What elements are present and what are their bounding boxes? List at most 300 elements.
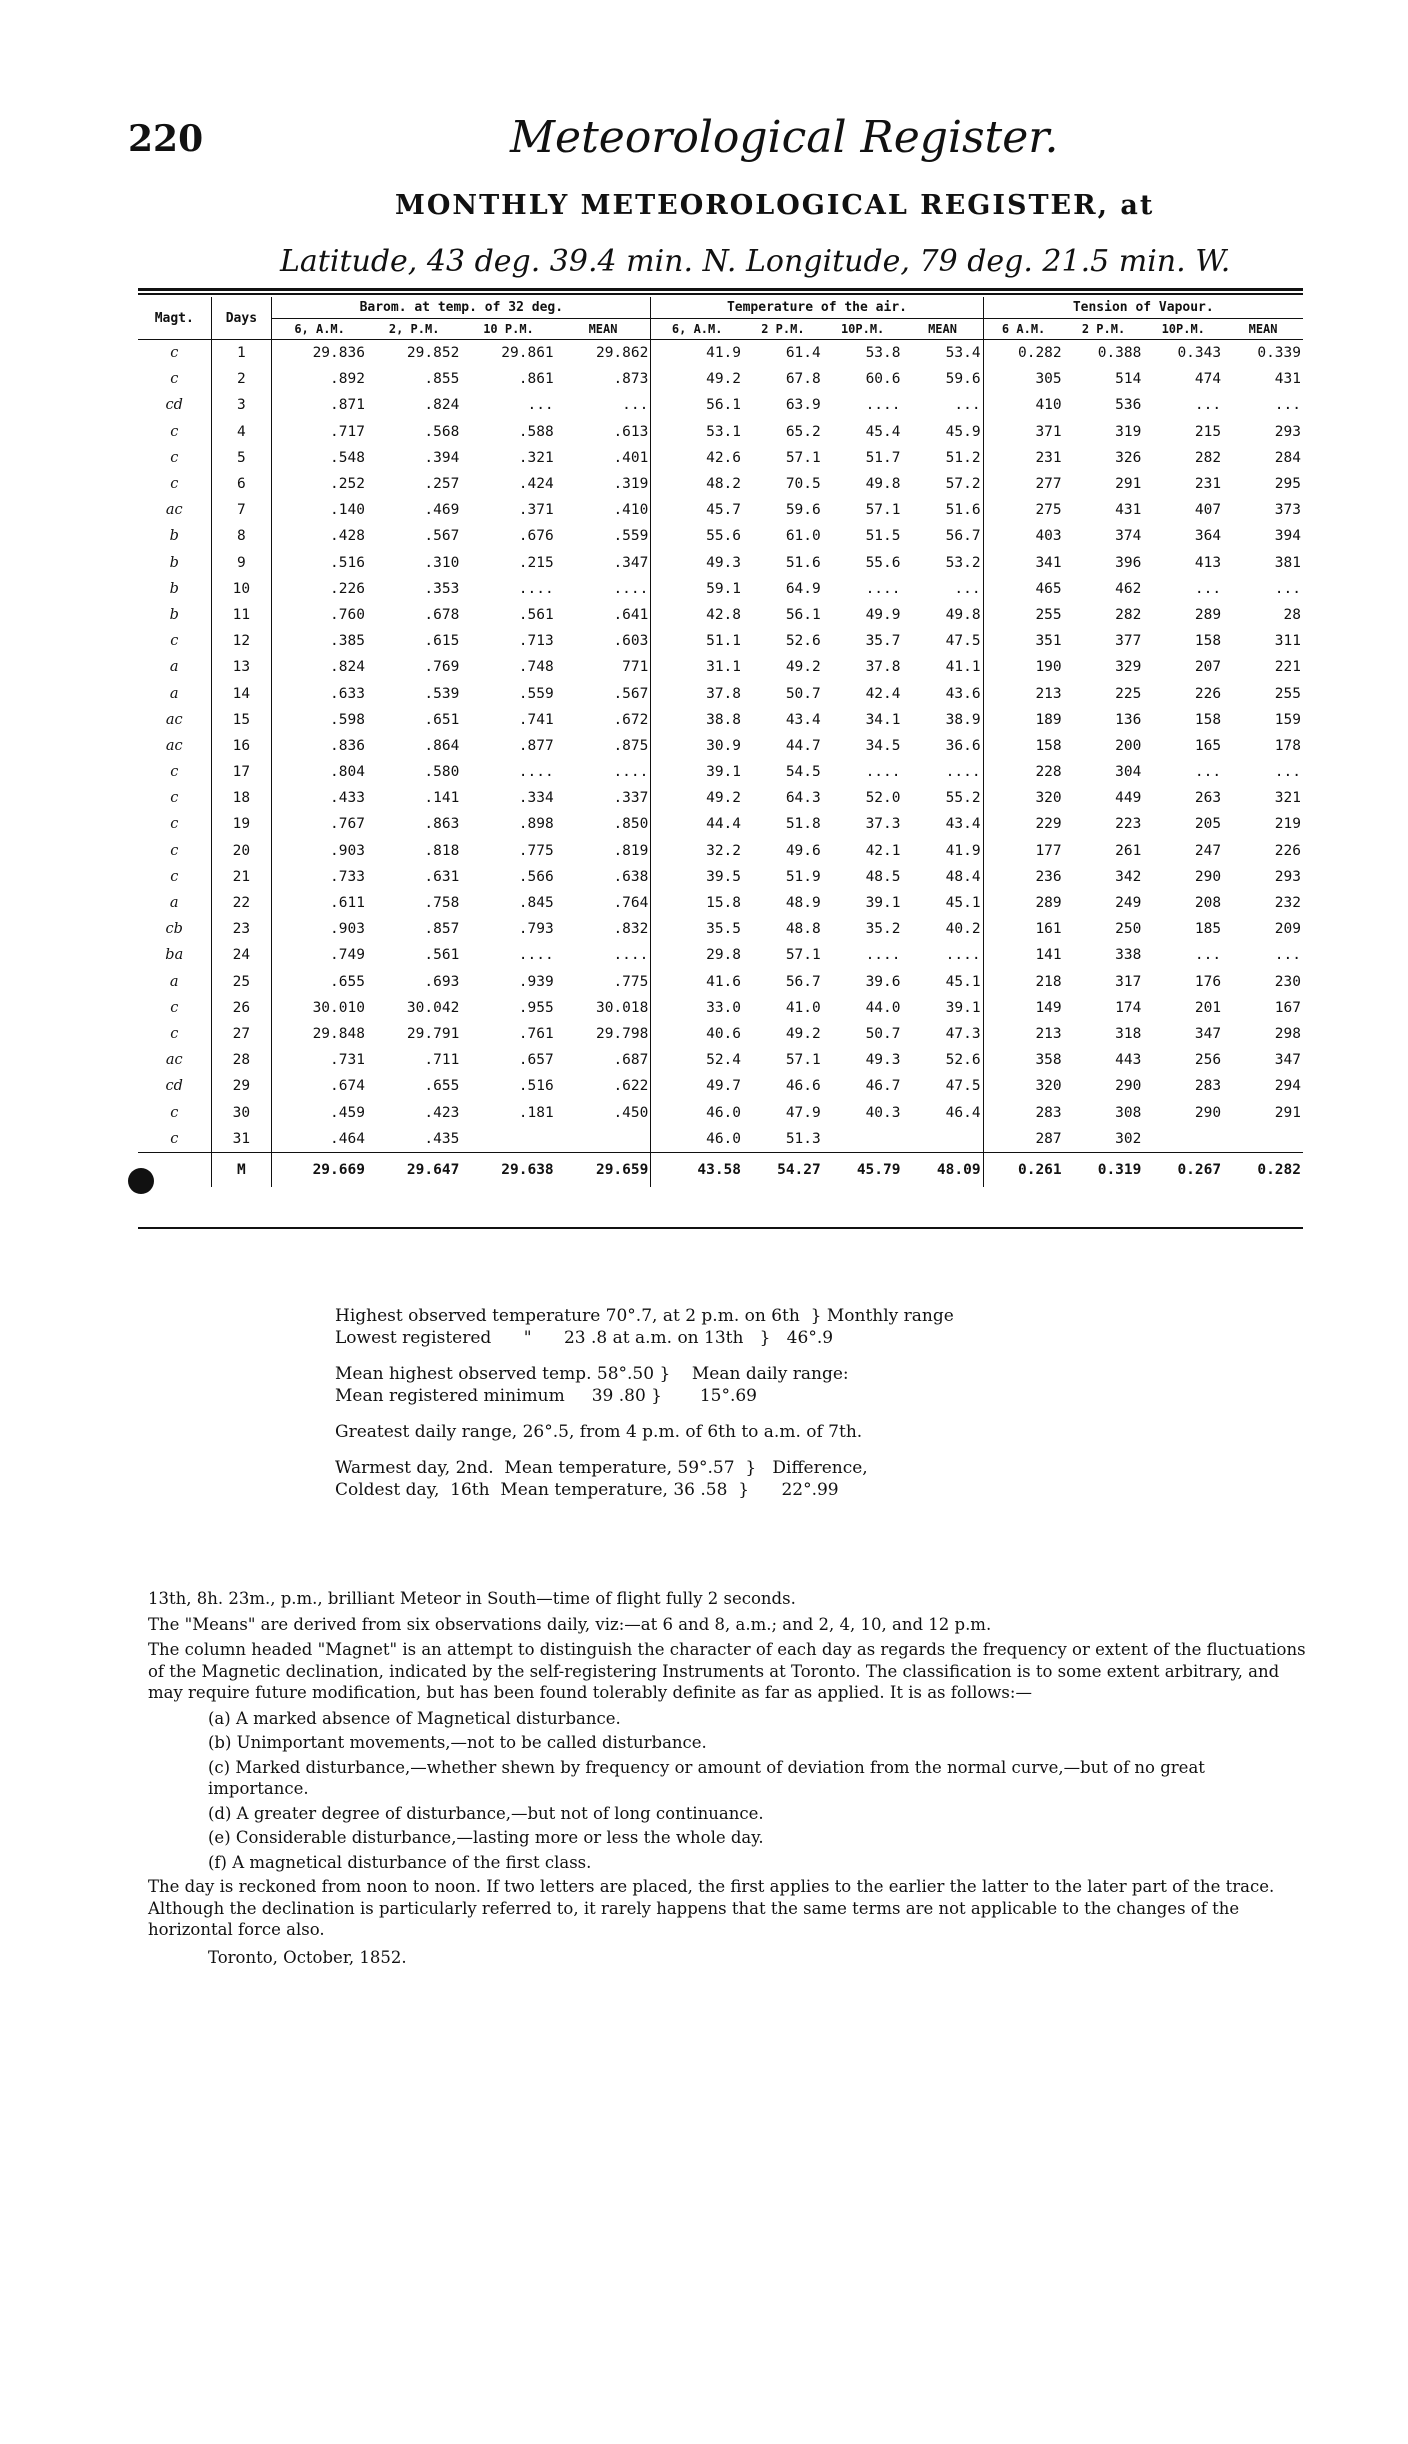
table-cell: ... (1274, 397, 1301, 414)
table-cell: 57.1 (785, 947, 821, 964)
magnet-cell: a (138, 890, 211, 916)
magnet-cell: c (138, 1126, 211, 1153)
table-cell: .873 (556, 366, 651, 392)
table-cell: 294 (1274, 1078, 1301, 1095)
table-cell: 47.9 (785, 1104, 821, 1121)
table-cell: 45.1 (902, 969, 983, 995)
table-cell: 347 (1274, 1052, 1301, 1069)
table-cell: 47.5 (902, 1073, 983, 1099)
day-cell: 28 (211, 1047, 272, 1073)
table-cell: .857 (424, 921, 460, 938)
table-cell: ... (1274, 947, 1301, 964)
table-cell: 29.638 (461, 1152, 555, 1187)
table-cell: .622 (556, 1073, 651, 1099)
column-header: MEAN (1223, 319, 1303, 340)
table-cell: 35.2 (865, 921, 901, 938)
table-row (138, 785, 1303, 811)
table-cell: 30.018 (556, 995, 651, 1021)
table-cell: 54.27 (743, 1152, 823, 1187)
table-row (138, 602, 1303, 628)
table-row (138, 707, 1303, 733)
table-cell: .824 (424, 397, 460, 414)
table-cell: .657 (518, 1052, 554, 1069)
table-cell: 45.79 (823, 1152, 903, 1187)
summary-line: Mean highest observed temp. 58°.50 } Mean daily range: (335, 1364, 849, 1384)
table-cell: 39.6 (865, 973, 901, 990)
table-cell: .877 (518, 737, 554, 754)
table-cell: .767 (330, 816, 365, 833)
table-cell (1223, 1126, 1303, 1153)
table-cell: .875 (556, 733, 651, 759)
table-cell: .347 (556, 550, 651, 576)
table-cell: 302 (1115, 1130, 1142, 1147)
table-cell: 341 (1035, 554, 1062, 571)
table-cell: 49.2 (706, 790, 742, 807)
day-cell: 14 (211, 680, 272, 706)
table-cell: 29.647 (367, 1152, 461, 1187)
table-cell: .319 (556, 471, 651, 497)
magnet-cell: c (138, 419, 211, 445)
magnet-cell: b (138, 602, 211, 628)
table-cell: 46.4 (902, 1099, 983, 1125)
table-cell: 413 (1194, 554, 1222, 571)
table-cell: .321 (518, 449, 554, 466)
table-cell: .603 (556, 628, 651, 654)
day-cell: 29 (211, 1073, 272, 1099)
table-cell: 56.7 (902, 523, 983, 549)
table-cell: 277 (1035, 476, 1062, 493)
day-cell: 1 (211, 340, 272, 367)
table-row (138, 1047, 1303, 1073)
table-cell: .334 (518, 790, 554, 807)
mean-row (138, 1152, 1303, 1187)
table-cell: 49.2 (706, 371, 742, 388)
table-row (138, 654, 1303, 680)
table-cell: 57.1 (785, 1052, 821, 1069)
table-cell: 431 (1115, 502, 1142, 519)
table-cell: .741 (518, 711, 554, 728)
day-cell: 9 (211, 550, 272, 576)
table-cell: .580 (424, 764, 460, 781)
table-cell: 229 (1035, 816, 1062, 833)
summary-line: Warmest day, 2nd. Mean temperature, 59°.57 } Difference, (335, 1458, 868, 1478)
table-cell: .310 (424, 554, 460, 571)
table-cell: 29.848 (312, 1025, 365, 1042)
table-cell: 49.3 (706, 554, 742, 571)
table-row (138, 1126, 1303, 1153)
table-row (138, 340, 1303, 367)
page-number: 220 (128, 118, 204, 160)
table-cell: 67.8 (785, 371, 821, 388)
table-cell: 159 (1274, 711, 1301, 728)
day-cell: 8 (211, 523, 272, 549)
summary-line (335, 1407, 954, 1421)
table-cell: 158 (1035, 737, 1062, 754)
notes-section (148, 1588, 1308, 1972)
table-cell: 41.6 (706, 973, 742, 990)
table-cell (556, 1126, 651, 1153)
table-cell: .631 (424, 868, 460, 885)
table-cell: 407 (1194, 502, 1222, 519)
table-cell: .761 (518, 1025, 554, 1042)
table-cell: 56.7 (785, 973, 821, 990)
table-cell: 57.2 (902, 471, 983, 497)
table-cell: .... (518, 580, 554, 597)
register-table (138, 297, 1303, 1187)
table-cell: 49.8 (902, 602, 983, 628)
table-cell: .613 (556, 419, 651, 445)
table-cell: .903 (330, 921, 365, 938)
day-cell: 5 (211, 445, 272, 471)
table-cell: 64.3 (785, 790, 821, 807)
table-cell: 771 (556, 654, 651, 680)
table-cell: 43.4 (785, 711, 821, 728)
table-cell: 158 (1194, 633, 1222, 650)
table-cell: 329 (1115, 659, 1142, 676)
table-cell (902, 1126, 983, 1153)
magnet-cell: c (138, 340, 211, 367)
table-cell: 176 (1194, 973, 1222, 990)
table-cell: 207 (1194, 659, 1222, 676)
day-cell: 31 (211, 1126, 272, 1153)
table-cell: 31.1 (706, 659, 742, 676)
table-cell: .... (865, 580, 901, 597)
table-cell: .516 (518, 1078, 554, 1095)
table-cell: 55.6 (706, 528, 742, 545)
table-cell: 161 (1035, 921, 1062, 938)
day-cell: 12 (211, 628, 272, 654)
column-header: 2, P.M. (367, 319, 461, 340)
magnet-cell: c (138, 1099, 211, 1125)
table-cell: 255 (1274, 685, 1301, 702)
table-cell: .469 (424, 502, 460, 519)
column-header-row (138, 319, 1303, 340)
table-cell: 70.5 (785, 476, 821, 493)
table-cell: 284 (1274, 449, 1301, 466)
table-cell: 396 (1115, 554, 1142, 571)
table-cell: 41.0 (785, 999, 821, 1016)
table-row (138, 733, 1303, 759)
day-cell: 27 (211, 1021, 272, 1047)
table-cell: 474 (1194, 371, 1222, 388)
register-body (138, 340, 1303, 1187)
table-cell: .... (865, 947, 901, 964)
table-cell: 326 (1115, 449, 1142, 466)
magnet-cell: c (138, 471, 211, 497)
table-cell: .... (518, 764, 554, 781)
table-cell: .693 (424, 973, 460, 990)
table-cell: .676 (518, 528, 554, 545)
table-cell: 47.5 (902, 628, 983, 654)
day-cell: 7 (211, 497, 272, 523)
table-cell: 52.6 (785, 633, 821, 650)
table-cell: 381 (1274, 554, 1301, 571)
table-cell: 321 (1274, 790, 1301, 807)
magnet-cell: c (138, 785, 211, 811)
day-cell: M (211, 1152, 272, 1187)
summary-line: Coldest day, 16th Mean temperature, 36 .58 } 22°.99 (335, 1480, 839, 1500)
table-cell: 308 (1115, 1104, 1142, 1121)
table-cell: .140 (330, 502, 365, 519)
table-cell: 60.6 (865, 371, 901, 388)
table-cell: 28 (1283, 606, 1301, 623)
table-cell: .674 (330, 1078, 365, 1095)
table-cell: .748 (518, 659, 554, 676)
table-cell: 29.8 (706, 947, 742, 964)
table-cell: .863 (424, 816, 460, 833)
table-cell: .711 (424, 1052, 460, 1069)
table-cell: 50.7 (865, 1025, 901, 1042)
table-cell: 291 (1115, 476, 1142, 493)
table-cell: 249 (1115, 895, 1142, 912)
magnet-cell: ac (138, 733, 211, 759)
table-cell: 49.9 (865, 606, 901, 623)
magnet-cell: cd (138, 1073, 211, 1099)
table-cell: .559 (518, 685, 554, 702)
column-header: 10P.M. (823, 319, 903, 340)
table-cell: 290 (1194, 868, 1222, 885)
table-cell: 231 (1194, 476, 1222, 493)
table-cell: .539 (424, 685, 460, 702)
table-cell: 39.1 (865, 895, 901, 912)
table-cell: 190 (1035, 659, 1062, 676)
table-cell: 0.282 (1017, 345, 1062, 362)
table-cell: .651 (424, 711, 460, 728)
table-row (138, 864, 1303, 890)
means-note: The "Means" are derived from six observations daily, viz:—at 6 and 8, a.m.; and 2, 4, 10, and 12 p.m. (148, 1614, 992, 1634)
table-cell: .... (865, 397, 901, 414)
table-cell: .864 (424, 737, 460, 754)
table-cell: 377 (1115, 633, 1142, 650)
table-cell: 289 (1194, 606, 1222, 623)
table-cell: .423 (424, 1104, 460, 1121)
table-cell: 40.3 (865, 1104, 901, 1121)
table-cell: 167 (1274, 999, 1301, 1016)
table-cell: 263 (1194, 790, 1222, 807)
table-cell: 30.042 (406, 999, 460, 1016)
table-cell: .764 (556, 890, 651, 916)
column-header: 10P.M. (1143, 319, 1223, 340)
table-cell: .713 (518, 633, 554, 650)
classification-item: (f) A magnetical disturbance of the first class. (208, 1852, 592, 1872)
table-cell: 0.261 (983, 1152, 1064, 1187)
day-cell: 18 (211, 785, 272, 811)
table-cell: 37.8 (706, 685, 742, 702)
classification-item: (b) Unimportant movements,—not to be called disturbance. (208, 1733, 707, 1752)
table-cell: 44.7 (785, 737, 821, 754)
table-cell: 228 (1035, 764, 1062, 781)
classification-list (148, 1708, 1308, 1874)
table-cell: 38.9 (902, 707, 983, 733)
day-cell: 26 (211, 995, 272, 1021)
table-row (138, 916, 1303, 942)
magnet-cell: cd (138, 392, 211, 418)
table-cell: ... (1194, 580, 1222, 597)
table-cell: .655 (330, 973, 365, 990)
table-cell: 29.798 (556, 1021, 651, 1047)
table-cell: 311 (1274, 633, 1301, 650)
day-cell: 10 (211, 576, 272, 602)
days-header: Days (211, 297, 272, 340)
table-cell: .717 (330, 423, 365, 440)
table-cell: 178 (1274, 737, 1301, 754)
table-cell: 48.8 (785, 921, 821, 938)
table-cell: .... (556, 576, 651, 602)
table-cell: 514 (1115, 371, 1142, 388)
table-cell: 215 (1194, 423, 1222, 440)
table-cell: 39.1 (706, 764, 742, 781)
table-cell: 42.6 (706, 449, 742, 466)
table-cell (1143, 1126, 1223, 1153)
summary-line (335, 1349, 954, 1363)
table-cell: 158 (1194, 711, 1222, 728)
summary-line: Mean registered minimum 39 .80 } 15°.69 (335, 1386, 757, 1406)
table-cell: ... (902, 392, 983, 418)
table-cell: 165 (1194, 737, 1222, 754)
day-note: The day is reckoned from noon to noon. If two letters are placed, the first applies to the earlier the latter to the later part of the trace. Although the declination is particularly referred to, it rarely happens that the same terms are not applicable to the changes of the horizontal force also. (148, 1877, 1275, 1939)
table-cell: 45.7 (706, 502, 742, 519)
column-header: 10 P.M. (461, 319, 555, 340)
table-row (138, 628, 1303, 654)
table-bottom-rule (138, 1227, 1303, 1229)
magnet-cell: ac (138, 1047, 211, 1073)
table-cell: .892 (330, 371, 365, 388)
table-cell: .855 (424, 371, 460, 388)
magnet-cell: c (138, 811, 211, 837)
table-cell: 149 (1035, 999, 1062, 1016)
table-cell: 54.5 (785, 764, 821, 781)
table-row (138, 392, 1303, 418)
table-cell: 51.9 (785, 868, 821, 885)
column-header: 2 P.M. (1064, 319, 1144, 340)
table-cell: 43.58 (651, 1152, 743, 1187)
latitude-longitude: Latitude, 43 deg. 39.4 min. N. Longitude, 79 deg. 21.5 min. W. (280, 244, 1231, 279)
table-cell: 283 (1035, 1104, 1062, 1121)
table-cell: 37.8 (865, 659, 901, 676)
table-cell (823, 1126, 903, 1153)
table-cell: 51.1 (706, 633, 742, 650)
day-cell: 11 (211, 602, 272, 628)
table-cell: 342 (1115, 868, 1142, 885)
table-cell: 51.6 (785, 554, 821, 571)
magnet-cell: a (138, 680, 211, 706)
summary-line: Highest observed temperature 70°.7, at 2 p.m. on 6th } Monthly range (335, 1306, 954, 1326)
table-cell (461, 1126, 555, 1153)
table-cell: 59.6 (785, 502, 821, 519)
table-cell: 0.319 (1064, 1152, 1144, 1187)
table-cell: 29.836 (312, 345, 365, 362)
table-cell: 221 (1274, 659, 1301, 676)
table-cell: .615 (424, 633, 460, 650)
table-cell: 56.1 (785, 606, 821, 623)
table-cell: 338 (1115, 947, 1142, 964)
table-cell: .424 (518, 476, 554, 493)
table-cell: .450 (556, 1099, 651, 1125)
table-cell: 44.4 (706, 816, 742, 833)
table-cell: 61.0 (785, 528, 821, 545)
table-cell: 205 (1194, 816, 1222, 833)
table-cell: 45.1 (902, 890, 983, 916)
table-cell: .516 (330, 554, 365, 571)
table-cell: 394 (1274, 528, 1301, 545)
table-cell: .435 (424, 1130, 460, 1147)
table-row (138, 419, 1303, 445)
magnet-cell: cb (138, 916, 211, 942)
table-cell: 42.8 (706, 606, 742, 623)
table-cell: 443 (1115, 1052, 1142, 1069)
table-cell: 185 (1194, 921, 1222, 938)
signature: Toronto, October, 1852. (208, 1947, 407, 1967)
table-cell: 410 (1035, 397, 1062, 414)
day-cell: 17 (211, 759, 272, 785)
table-cell: 320 (1035, 790, 1062, 807)
table-cell: 136 (1115, 711, 1142, 728)
magnet-cell: c (138, 366, 211, 392)
table-cell: 29.852 (406, 345, 460, 362)
table-cell: 49.3 (865, 1052, 901, 1069)
table-cell: .836 (330, 737, 365, 754)
table-cell: 208 (1194, 895, 1222, 912)
table-cell: 218 (1035, 973, 1062, 990)
table-cell: 29.862 (556, 340, 651, 367)
magnet-cell: c (138, 995, 211, 1021)
magnet-cell: ba (138, 942, 211, 968)
table-cell: 255 (1035, 606, 1062, 623)
table-cell: 52.6 (902, 1047, 983, 1073)
table-cell: 37.3 (865, 816, 901, 833)
magnet-cell: c (138, 838, 211, 864)
table-cell: 293 (1274, 868, 1301, 885)
table-cell: .428 (330, 528, 365, 545)
table-cell: .401 (556, 445, 651, 471)
table-cell: 230 (1274, 973, 1301, 990)
column-header: MEAN (902, 319, 983, 340)
table-cell: 51.7 (865, 449, 901, 466)
table-cell: .749 (330, 947, 365, 964)
table-cell: 256 (1194, 1052, 1222, 1069)
table-cell: 462 (1115, 580, 1142, 597)
table-cell: 291 (1274, 1104, 1301, 1121)
table-cell: 52.0 (865, 790, 901, 807)
table-cell: ... (527, 397, 554, 414)
table-cell: .353 (424, 580, 460, 597)
table-cell: 40.2 (902, 916, 983, 942)
table-cell: 213 (1035, 1025, 1062, 1042)
table-cell: 46.6 (785, 1078, 821, 1095)
table-cell: 174 (1115, 999, 1142, 1016)
day-cell: 24 (211, 942, 272, 968)
table-cell: 15.8 (706, 895, 742, 912)
column-header: 6 A.M. (983, 319, 1064, 340)
table-row (138, 759, 1303, 785)
table-cell: .898 (518, 816, 554, 833)
table-cell: 47.3 (902, 1021, 983, 1047)
table-cell: .226 (330, 580, 365, 597)
table-cell: 261 (1115, 842, 1142, 859)
table-cell: ... (1194, 764, 1222, 781)
table-row (138, 995, 1303, 1021)
table-cell: 59.6 (902, 366, 983, 392)
table-cell: 53.2 (902, 550, 983, 576)
magnet-cell: c (138, 1021, 211, 1047)
day-cell: 23 (211, 916, 272, 942)
table-cell: 36.6 (902, 733, 983, 759)
table-cell: 65.2 (785, 423, 821, 440)
table-cell: 536 (1115, 397, 1142, 414)
day-cell: 3 (211, 392, 272, 418)
table-cell: 29.669 (272, 1152, 367, 1187)
table-cell: 56.1 (706, 397, 742, 414)
